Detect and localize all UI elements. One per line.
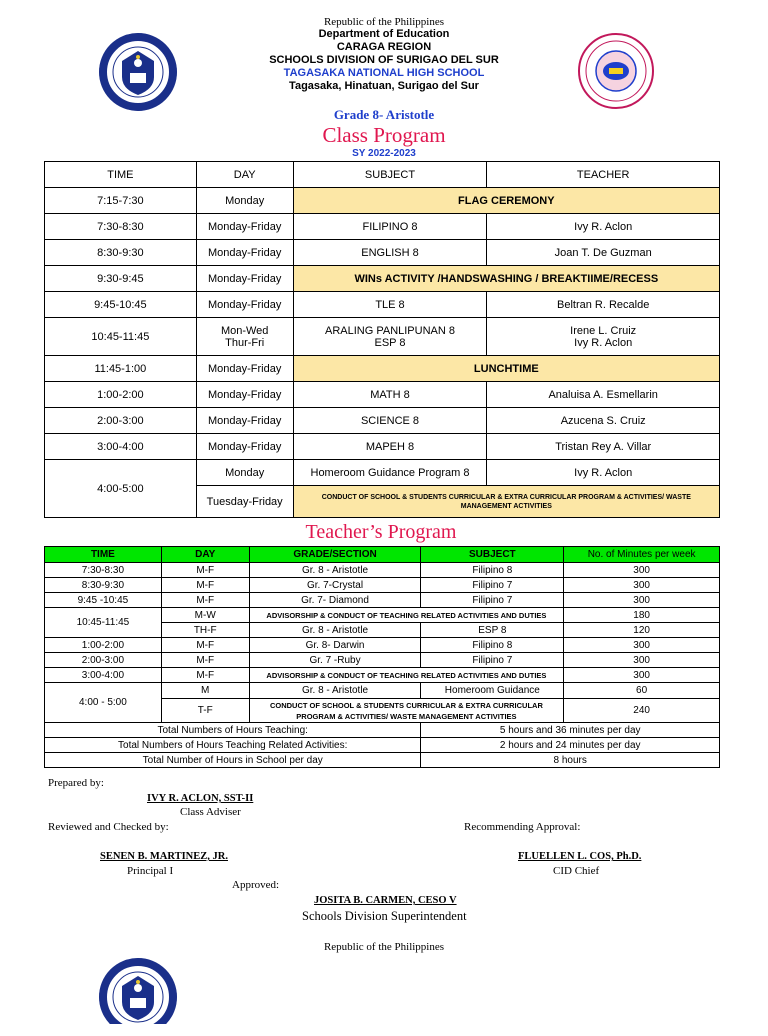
time-cell: 3:00-4:00 <box>45 434 197 460</box>
advisorship-cell: ADVISORSHIP & CONDUCT OF TEACHING RELATED ACTIVITIES AND DUTIES <box>249 608 564 623</box>
teachers-program-table <box>44 546 720 768</box>
minutes-cell: 300 <box>564 668 720 683</box>
teacher-cell: Ivy R. Aclon <box>487 214 720 240</box>
total-value: 5 hours and 36 minutes per day <box>421 723 720 738</box>
time-cell: 3:00-4:00 <box>45 668 162 683</box>
day-cell: M-F <box>161 638 249 653</box>
teacher-cell: Tristan Rey A. Villar <box>487 434 720 460</box>
minutes-cell: 300 <box>564 593 720 608</box>
time-cell: 7:30-8:30 <box>45 214 197 240</box>
day-cell: Monday <box>196 188 293 214</box>
col-header-subject: SUBJECT <box>293 162 487 188</box>
principal-title: Principal I <box>127 865 174 877</box>
teacher-cell: Ivy R. Aclon <box>487 460 720 486</box>
lunchtime-cell: LUNCHTIME <box>293 356 719 382</box>
total-label: Total Numbers of Hours Teaching Related Activities: <box>45 738 421 753</box>
grade-cell: Gr. 7- Diamond <box>249 593 421 608</box>
header-republic: Republic of the Philippines <box>323 16 445 28</box>
subject-cell: Filipino 8 <box>421 638 564 653</box>
time-cell: 8:30-9:30 <box>45 578 162 593</box>
class-program-table <box>44 161 720 518</box>
day-cell: M-W <box>161 608 249 623</box>
col-header-grade-section: GRADE/SECTION <box>249 547 421 563</box>
col-header-day: DAY <box>161 547 249 563</box>
table-row <box>45 563 720 578</box>
table-row <box>45 460 720 486</box>
day-cell: Monday-Friday <box>196 382 293 408</box>
table-row <box>45 593 720 608</box>
col-header-subject: SUBJECT <box>421 547 564 563</box>
time-cell: 8:30-9:30 <box>45 240 197 266</box>
subject-cell <box>293 318 487 356</box>
time-cell: 1:00-2:00 <box>45 638 162 653</box>
total-row <box>45 723 720 738</box>
table-row <box>45 608 720 623</box>
minutes-cell: 240 <box>564 699 720 723</box>
day-cell: M-F <box>161 653 249 668</box>
recommending-label: Recommending Approval: <box>464 821 581 833</box>
day-cell: Monday-Friday <box>196 356 293 382</box>
adviser-title: Class Adviser <box>180 806 241 818</box>
subject-cell: Filipino 8 <box>421 563 564 578</box>
cid-chief-title: CID Chief <box>553 865 600 877</box>
day-cell <box>196 318 293 356</box>
table-row <box>45 214 720 240</box>
day-cell: M-F <box>161 668 249 683</box>
grade-cell: Gr. 8- Darwin <box>249 638 421 653</box>
subject-cell: ESP 8 <box>421 623 564 638</box>
table-row <box>45 578 720 593</box>
day-line: Mon-Wed <box>220 324 269 337</box>
minutes-cell: 60 <box>564 683 720 699</box>
teachers-program-title: Teacher’s Program <box>305 521 457 543</box>
time-cell: 10:45-11:45 <box>45 318 197 356</box>
subject-line: ESP 8 <box>374 336 406 349</box>
approved-label: Approved: <box>232 879 280 891</box>
header-school: TAGASAKA NATIONAL HIGH SCHOOL <box>283 67 485 79</box>
grade-section-title: Grade 8- Aristotle <box>333 107 435 122</box>
day-cell: Monday-Friday <box>196 214 293 240</box>
table-row <box>45 638 720 653</box>
total-label: Total Number of Hours in School per day <box>45 753 421 768</box>
header-division: SCHOOLS DIVISION OF SURIGAO DEL SUR <box>269 54 499 66</box>
col-header-teacher: TEACHER <box>487 162 720 188</box>
flag-ceremony-cell: FLAG CEREMONY <box>293 188 719 214</box>
grade-cell: Gr. 8 - Aristotle <box>249 563 421 578</box>
curricular-activities-cell: CONDUCT OF SCHOOL & STUDENTS CURRICULAR & EXTRA CURRICULAR PROGRAM & ACTIVITIES/ WASTE MANAGEMENT ACTIVITIES <box>249 699 564 723</box>
table-row <box>45 318 720 356</box>
time-cell: 9:30-9:45 <box>45 266 197 292</box>
day-cell: M-F <box>161 563 249 578</box>
subject-cell: Homeroom Guidance <box>421 683 564 699</box>
teacher-line: Ivy R. Aclon <box>574 336 633 349</box>
day-cell: TH-F <box>161 623 249 638</box>
subject-cell: SCIENCE 8 <box>293 408 487 434</box>
day-cell: Tuesday-Friday <box>196 486 293 518</box>
minutes-cell: 300 <box>564 578 720 593</box>
subject-cell: ENGLISH 8 <box>293 240 487 266</box>
day-cell: Monday-Friday <box>196 240 293 266</box>
time-cell: 4:00 - 5:00 <box>45 683 162 723</box>
day-cell: M-F <box>161 593 249 608</box>
curricular-activities-cell: CONDUCT OF SCHOOL & STUDENTS CURRICULAR & EXTRA CURRICULAR PROGRAM & ACTIVITIES/ WASTE MANAGEMENT ACTIVITIES <box>293 486 719 518</box>
table-row <box>45 668 720 683</box>
time-cell: 4:00-5:00 <box>45 460 197 518</box>
footer-republic: Republic of the Philippines <box>323 941 445 953</box>
day-cell: M <box>161 683 249 699</box>
table-row <box>45 382 720 408</box>
grade-cell: Gr. 8 - Aristotle <box>249 623 421 638</box>
grade-cell: Gr. 7 -Ruby <box>249 653 421 668</box>
teacher-cell: Analuisa A. Esmellarin <box>487 382 720 408</box>
teacher-cell: Beltran R. Recalde <box>487 292 720 318</box>
table-row <box>45 188 720 214</box>
day-cell: Monday-Friday <box>196 408 293 434</box>
table-row <box>45 653 720 668</box>
reviewed-label: Reviewed and Checked by: <box>48 821 169 833</box>
table-row <box>45 434 720 460</box>
header-address: Tagasaka, Hinatuan, Surigao del Sur <box>289 80 479 92</box>
subject-cell: Filipino 7 <box>421 578 564 593</box>
time-cell: 11:45-1:00 <box>45 356 197 382</box>
teacher-line: Irene L. Cruiz <box>570 324 637 337</box>
table-row <box>45 408 720 434</box>
table-row <box>45 292 720 318</box>
time-cell: 7:15-7:30 <box>45 188 197 214</box>
time-cell: 2:00-3:00 <box>45 653 162 668</box>
subject-cell: Filipino 7 <box>421 653 564 668</box>
subject-cell: MATH 8 <box>293 382 487 408</box>
day-cell: Monday-Friday <box>196 292 293 318</box>
prepared-by-label: Prepared by: <box>48 777 104 789</box>
day-cell: Monday-Friday <box>196 266 293 292</box>
subject-cell: FILIPINO 8 <box>293 214 487 240</box>
time-cell: 2:00-3:00 <box>45 408 197 434</box>
teacher-cell: Azucena S. Cruiz <box>487 408 720 434</box>
school-year: SY 2022-2023 <box>352 148 416 159</box>
teacher-cell: Joan T. De Guzman <box>487 240 720 266</box>
table-header-row <box>45 162 720 188</box>
class-program-title: Class Program <box>322 123 446 147</box>
header-region: CARAGA REGION <box>336 41 432 53</box>
table-header-row <box>45 547 720 563</box>
advisorship-cell: ADVISORSHIP & CONDUCT OF TEACHING RELATED ACTIVITIES AND DUTIES <box>249 668 564 683</box>
minutes-cell: 120 <box>564 623 720 638</box>
subject-cell: TLE 8 <box>293 292 487 318</box>
grade-cell: Gr. 7-Crystal <box>249 578 421 593</box>
total-row <box>45 738 720 753</box>
sds-name: JOSITA B. CARMEN, CESO V <box>314 895 457 906</box>
sds-title: Schools Division Superintendent <box>302 909 467 923</box>
day-line: Thur-Fri <box>225 336 265 349</box>
table-row <box>45 356 720 382</box>
grade-cell: Gr. 8 - Aristotle <box>249 683 421 699</box>
minutes-cell: 300 <box>564 653 720 668</box>
table-row <box>45 266 720 292</box>
table-row <box>45 683 720 699</box>
minutes-cell: 300 <box>564 563 720 578</box>
subject-cell: MAPEH 8 <box>293 434 487 460</box>
cid-chief-name: FLUELLEN L. COS, Ph.D. <box>518 851 642 862</box>
day-cell: T-F <box>161 699 249 723</box>
time-cell: 10:45-11:45 <box>45 608 162 638</box>
day-cell: Monday <box>196 460 293 486</box>
minutes-cell: 180 <box>564 608 720 623</box>
minutes-cell: 300 <box>564 638 720 653</box>
table-row <box>45 240 720 266</box>
total-row <box>45 753 720 768</box>
time-cell: 1:00-2:00 <box>45 382 197 408</box>
subject-line: ARALING PANLIPUNAN 8 <box>324 324 455 337</box>
adviser-name: IVY R. ACLON, SST-II <box>147 793 254 804</box>
teacher-cell <box>487 318 720 356</box>
time-cell: 9:45 -10:45 <box>45 593 162 608</box>
day-cell: Monday-Friday <box>196 434 293 460</box>
col-header-time: TIME <box>45 547 162 563</box>
principal-name: SENEN B. MARTINEZ, JR. <box>100 851 228 862</box>
deped-seal-logo-footer <box>99 958 177 1036</box>
day-cell: M-F <box>161 578 249 593</box>
col-header-day: DAY <box>196 162 293 188</box>
subject-cell: Homeroom Guidance Program 8 <box>293 460 487 486</box>
header-deped: Department of Education <box>318 28 450 40</box>
col-header-time: TIME <box>45 162 197 188</box>
total-value: 8 hours <box>421 753 720 768</box>
total-value: 2 hours and 24 minutes per day <box>421 738 720 753</box>
subject-cell: Filipino 7 <box>421 593 564 608</box>
time-cell: 7:30-8:30 <box>45 563 162 578</box>
total-label: Total Numbers of Hours Teaching: <box>45 723 421 738</box>
col-header-minutes: No. of Minutes per week <box>564 547 720 563</box>
recess-cell: WINs ACTIVITY /HANDSWASHING / BREAKTIIME/RECESS <box>293 266 719 292</box>
time-cell: 9:45-10:45 <box>45 292 197 318</box>
